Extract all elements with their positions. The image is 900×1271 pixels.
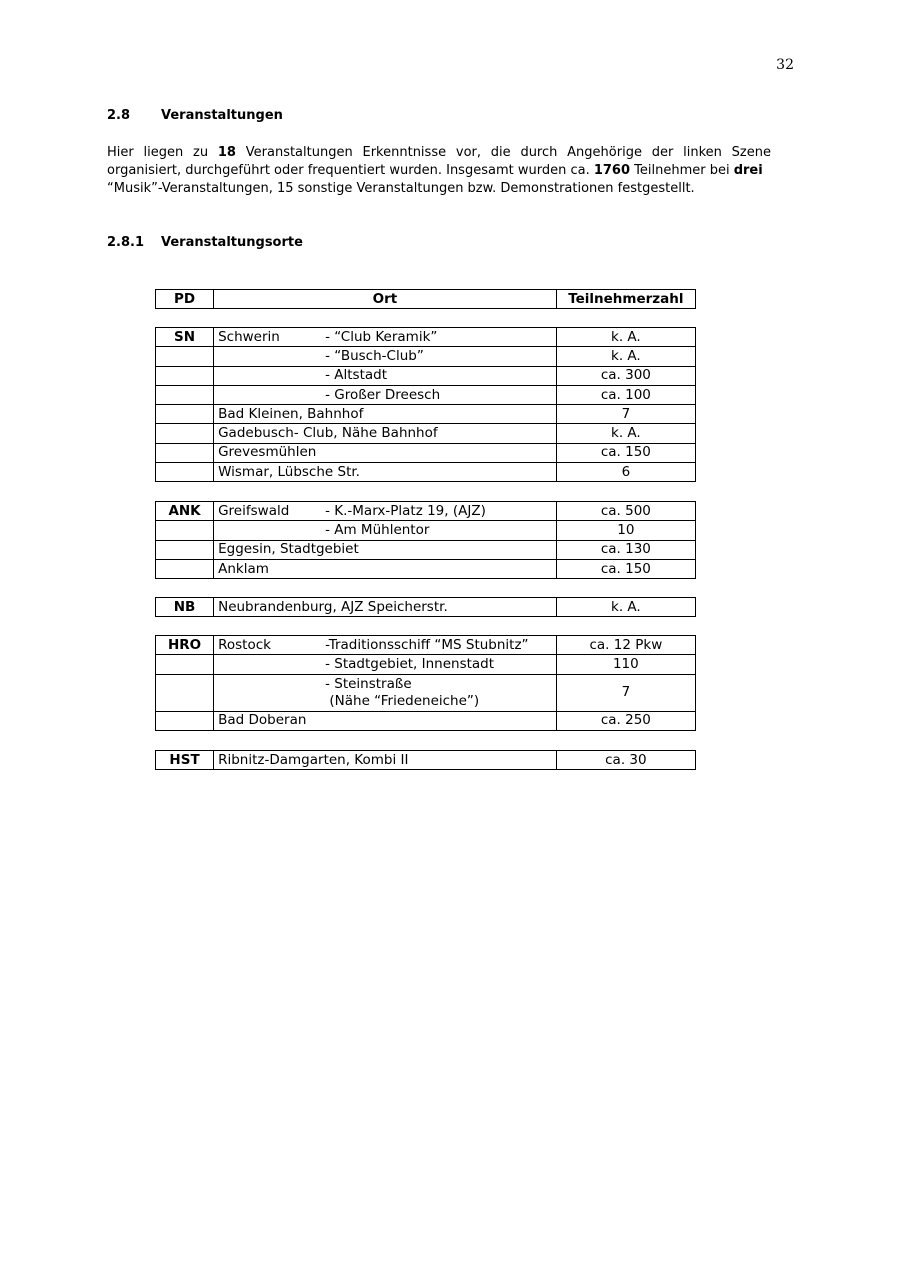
venue-group-nb [155,597,696,617]
location: Bad Doberan [214,711,557,730]
participant-count: 110 [556,655,695,674]
table-row [156,502,696,521]
pd-code: ANK [156,502,214,521]
location: - Altstadt [214,366,557,385]
participant-count: ca. 12 Pkw [556,636,695,655]
location: Schwerin - “Club Keramik” [214,328,557,347]
table-row [156,405,696,424]
table-row [156,328,696,347]
section-heading [107,108,283,123]
participant-count: ca. 150 [556,443,695,462]
intro-text-2: Veranstaltungen Erkenntnisse vor, die durch Angehörige der linken Szene organisiert, durchgeführt oder frequentiert wurden. Insgesamt wurden ca. [107,145,771,178]
participant-count: k. A. [556,598,695,617]
location: Neubrandenburg, AJZ Speicherstr. [214,598,557,617]
participant-count: k. A. [556,328,695,347]
participant-count: k. A. [556,424,695,443]
participant-count: 7 [556,405,695,424]
intro-bold-3: drei [733,163,763,178]
subsection-heading [107,235,303,250]
participant-count: ca. 300 [556,366,695,385]
table-row [156,366,696,385]
table-row [156,347,696,366]
location: Eggesin, Stadtgebiet [214,540,557,559]
venue-group-hro [155,635,696,731]
subsection-number: 2.8.1 [107,235,145,250]
section-title: Veranstaltungen [161,108,283,123]
table-row [156,540,696,559]
location: - “Busch-Club” [214,347,557,366]
participant-count: ca. 130 [556,540,695,559]
pd-code: NB [156,598,214,617]
intro-text-1: Hier liegen zu [107,145,218,160]
participant-count: ca. 250 [556,711,695,730]
intro-text-4: “Musik”-Veranstaltungen, 15 sonstige Veranstaltungen bzw. Demonstrationen festgestellt. [107,181,695,196]
table-row [156,521,696,540]
location: Rostock -Traditionsschiff “MS Stubnitz” [214,636,557,655]
location: Gadebusch- Club, Nähe Bahnhof [214,424,557,443]
participant-count: ca. 100 [556,385,695,404]
location: Grevesmühlen [214,443,557,462]
participant-count: ca. 150 [556,559,695,578]
location: Wismar, Lübsche Str. [214,463,557,482]
table-row [156,751,696,770]
participant-count: ca. 30 [556,751,695,770]
venue-group-hst [155,750,696,770]
table-row [156,559,696,578]
venue-group-sn [155,327,696,482]
header-pd: PD [156,290,214,309]
venue-table-header [155,289,696,309]
location: Bad Kleinen, Bahnhof [214,405,557,424]
location: Ribnitz-Damgarten, Kombi II [214,751,557,770]
intro-bold-1: 18 [217,145,236,160]
table-row [156,636,696,655]
participant-count: k. A. [556,347,695,366]
table-row [156,385,696,404]
table-row [156,424,696,443]
pd-code: HRO [156,636,214,655]
participant-count: 6 [556,463,695,482]
pd-code: SN [156,328,214,347]
subsection-title: Veranstaltungsorte [161,235,303,250]
intro-bold-2: 1760 [593,163,631,178]
header-ort: Ort [214,290,557,309]
participant-count: ca. 500 [556,502,695,521]
intro-text-3: Teilnehmer bei [630,163,734,178]
table-row [156,674,696,711]
participant-count: 10 [556,521,695,540]
table-row [156,655,696,674]
location: Anklam [214,559,557,578]
pd-code: HST [156,751,214,770]
page-number: 32 [776,57,794,73]
table-row [156,463,696,482]
intro-paragraph [107,144,771,198]
location: - Am Mühlentor [214,521,557,540]
header-count: Teilnehmerzahl [556,290,695,309]
table-row [156,598,696,617]
table-row [156,711,696,730]
location: - Steinstraße (Nähe “Friedeneiche”) [214,674,557,711]
location: Greifswald - K.-Marx-Platz 19, (AJZ) [214,502,557,521]
location: - Stadtgebiet, Innenstadt [214,655,557,674]
participant-count: 7 [556,674,695,711]
venue-group-ank [155,501,696,579]
location: - Großer Dreesch [214,385,557,404]
section-number: 2.8 [107,108,131,123]
table-row [156,443,696,462]
